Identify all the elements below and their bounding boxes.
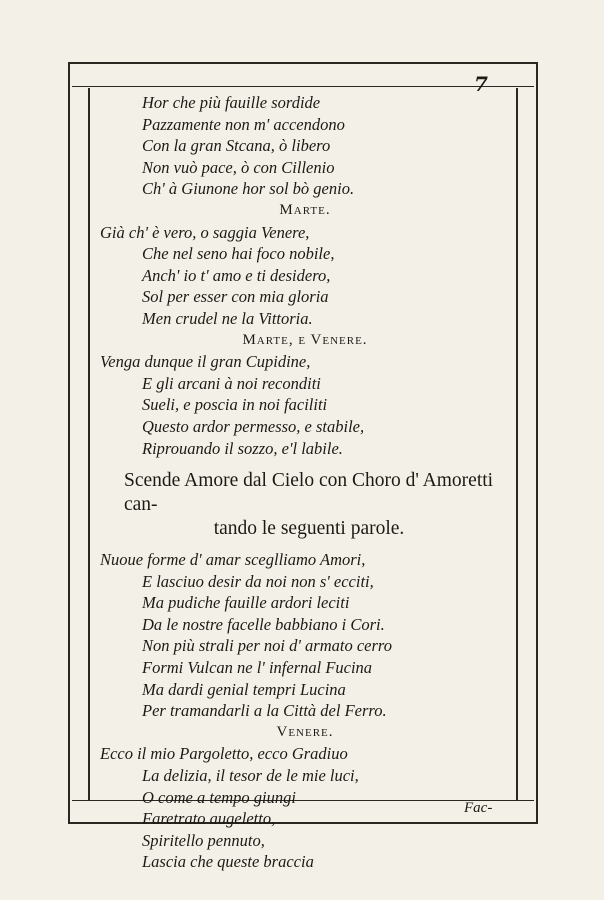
stanza-4 [100, 549, 510, 722]
verse-line: Formi Vulcan ne l' infernal Fucina [142, 658, 373, 678]
verse-line: Non più strali per noi d' armato cerro [142, 636, 392, 656]
verse-line: Ma dardi genial tempri Lucina [142, 679, 346, 699]
verse-line: Da le nostre facelle babbiano i Cori. [142, 614, 385, 634]
verse-line: Ecco il mio Pargoletto, ecco Gradiuo [100, 744, 348, 764]
speaker-heading: Marte. [279, 201, 331, 218]
verse-line: Faretrato augeletto, [142, 809, 276, 829]
verse-line: Lascia che queste braccia [142, 852, 314, 872]
verse-line: Pazzamente non m' accendono [142, 114, 345, 134]
verse-line: E gli arcani à noi reconditi [142, 373, 321, 393]
verse-line: Sueli, e poscia in noi faciliti [142, 395, 328, 415]
frame-top-rule [72, 86, 534, 87]
verse-line: Riprouando il sozzo, e'l labile. [142, 438, 343, 458]
verse-line: Men crudel ne la Vittoria. [142, 308, 313, 328]
catchword: Fac- [464, 800, 493, 816]
verse-line: Già ch' è vero, o saggia Venere, [100, 222, 310, 242]
verse-line: Anch' io t' amo e ti desidero, [142, 265, 331, 285]
verse-line: Venga dunque il gran Cupidine, [100, 352, 311, 372]
scene-direction-heading [100, 469, 510, 541]
verse-line: Che nel seno hai foco nobile, [142, 244, 335, 264]
verse-line: Per tramandarli a la Città del Ferro. [142, 701, 387, 721]
scene-direction-line-2: tando le seguenti parole. [213, 518, 405, 540]
stanza-5 [100, 743, 510, 873]
verse-line: E lasciuo desir da noi non s' ecciti, [142, 571, 374, 591]
verse-line: Questo ardor permesso, e stabile, [142, 416, 365, 436]
verse-line: Spiritello pennuto, [142, 830, 265, 850]
verse-line: Ch' à Giunone hor sol bò genio. [142, 179, 355, 199]
speaker-heading: Marte, e Venere. [242, 331, 368, 348]
stanza-2 [100, 222, 510, 330]
verse-line: La delizia, il tesor de le mie luci, [142, 766, 359, 786]
verse-line: Nuoue forme d' amar sceglliamo Amori, [100, 550, 366, 570]
verse-line: Non vuò pace, ò con Cillenio [142, 157, 335, 177]
verse-line: Sol per esser con mia gloria [142, 287, 329, 307]
verse-line: O come a tempo giungi [142, 787, 296, 807]
verse-line: Ma pudiche fauille ardori leciti [142, 593, 350, 613]
scene-direction-line-1: Scende Amore dal Cielo con Choro d' Amoretti can- [124, 470, 494, 516]
speaker-heading: Venere. [276, 723, 334, 740]
page-number: 7 [474, 72, 488, 96]
verse-line: Con la gran Stcana, ò libero [142, 136, 331, 156]
verse-line: Hor che più fauille sordide [142, 93, 321, 112]
stanza-1 [100, 92, 510, 200]
poem-text [100, 92, 510, 873]
stanza-3 [100, 351, 510, 459]
